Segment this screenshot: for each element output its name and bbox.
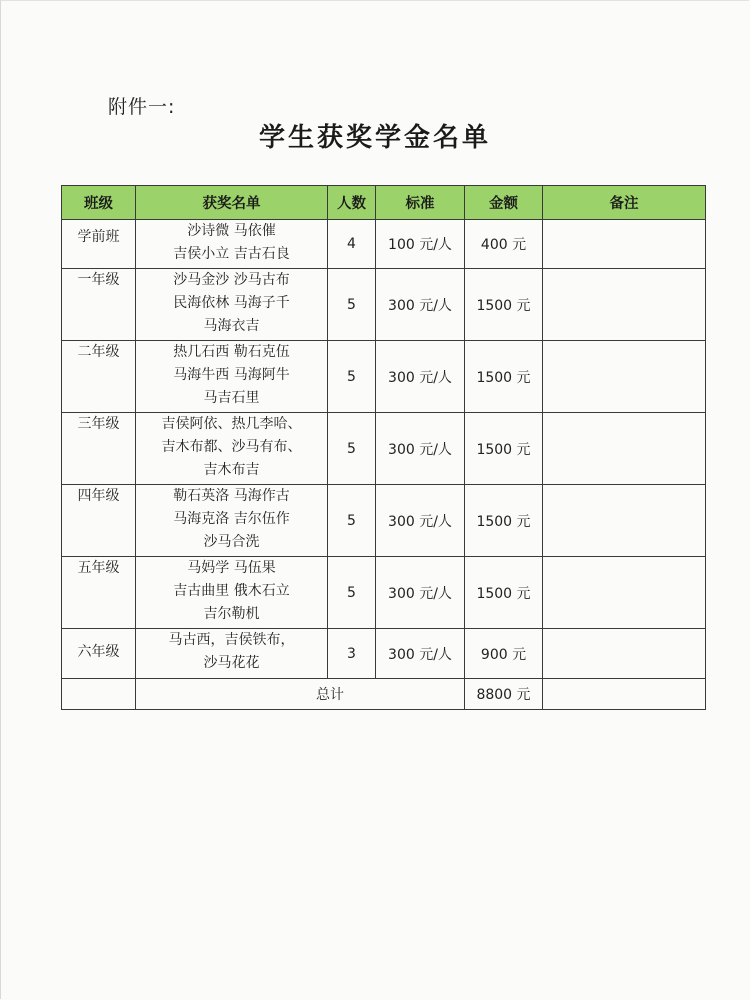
- name-line: 吉尔勒机: [203, 606, 260, 622]
- standard-cell: 100 元/人: [376, 220, 465, 269]
- names-cell: [136, 413, 328, 485]
- total-label: 总计: [136, 679, 465, 710]
- note-cell: [543, 413, 706, 485]
- names-cell: [136, 269, 328, 341]
- name-line: 马海衣吉: [203, 318, 260, 334]
- amount-cell: 1500 元: [465, 341, 543, 413]
- column-header-grade: 班级: [62, 186, 136, 220]
- amount-cell: 1500 元: [465, 485, 543, 557]
- name-line: 勒石英洛 马海作古: [173, 488, 290, 504]
- amount-cell: 400 元: [465, 220, 543, 269]
- column-header-amount: 金额: [465, 186, 543, 220]
- total-empty-cell: [62, 679, 136, 710]
- name-line: 马妈学 马伍果: [187, 560, 276, 576]
- amount-cell: 900 元: [465, 629, 543, 679]
- grade-cell: 二年级: [62, 341, 136, 413]
- name-line: 沙诗微 马依催: [187, 223, 276, 239]
- standard-cell: 300 元/人: [376, 413, 465, 485]
- standard-cell: 300 元/人: [376, 485, 465, 557]
- column-header-count: 人数: [328, 186, 376, 220]
- note-cell: [543, 269, 706, 341]
- table-row: [62, 557, 706, 629]
- names-cell: [136, 341, 328, 413]
- name-line: 民海依林 马海子千: [173, 295, 290, 311]
- name-line: 吉古曲里 俄木石立: [173, 583, 290, 599]
- amount-cell: 1500 元: [465, 269, 543, 341]
- name-line: 沙马金沙 沙马古布: [173, 272, 290, 288]
- total-amount: 8800 元: [465, 679, 543, 710]
- note-cell: [543, 629, 706, 679]
- name-line: 热几石西 勒石克伍: [173, 344, 290, 360]
- page-title: 学生获奖学金名单: [258, 123, 491, 153]
- name-line: 吉木布吉: [203, 462, 260, 478]
- table-row: [62, 269, 706, 341]
- note-cell: [543, 485, 706, 557]
- names-cell: [136, 485, 328, 557]
- name-line: 马吉石里: [203, 390, 260, 406]
- standard-cell: 300 元/人: [376, 341, 465, 413]
- grade-cell: 六年级: [62, 629, 136, 679]
- grade-cell: 三年级: [62, 413, 136, 485]
- note-cell: [543, 220, 706, 269]
- names-cell: [136, 629, 328, 679]
- note-cell: [543, 557, 706, 629]
- count-cell: 5: [328, 557, 376, 629]
- table-row: [62, 413, 706, 485]
- names-cell: [136, 220, 328, 269]
- count-cell: 3: [328, 629, 376, 679]
- total-note-cell: [543, 679, 706, 710]
- amount-cell: 1500 元: [465, 413, 543, 485]
- table-row: [62, 485, 706, 557]
- table-row: [62, 341, 706, 413]
- grade-cell: 四年级: [62, 485, 136, 557]
- name-line: 吉侯小立 吉古石良: [173, 246, 290, 262]
- grade-cell: 一年级: [62, 269, 136, 341]
- table-header-row: [62, 186, 706, 220]
- count-cell: 5: [328, 269, 376, 341]
- table-row: [62, 220, 706, 269]
- name-line: 马海克洛 吉尔伍作: [173, 511, 290, 527]
- name-line: 沙马花花: [203, 655, 260, 671]
- name-line: 吉侯阿依、热几李哈、: [161, 416, 302, 432]
- table-row: [62, 629, 706, 679]
- count-cell: 5: [328, 341, 376, 413]
- note-cell: [543, 341, 706, 413]
- total-row: [62, 679, 706, 710]
- standard-cell: 300 元/人: [376, 629, 465, 679]
- grade-cell: 学前班: [62, 220, 136, 269]
- name-line: 马海牛西 马海阿牛: [173, 367, 290, 383]
- name-line: 沙马合洗: [203, 534, 260, 550]
- amount-cell: 1500 元: [465, 557, 543, 629]
- scholarship-table: [61, 185, 706, 710]
- standard-cell: 300 元/人: [376, 557, 465, 629]
- count-cell: 5: [328, 485, 376, 557]
- attachment-label: 附件一:: [108, 96, 176, 118]
- names-cell: [136, 557, 328, 629]
- name-line: 吉木布都、沙马有布、: [161, 439, 302, 455]
- count-cell: 5: [328, 413, 376, 485]
- column-header-note: 备注: [543, 186, 706, 220]
- column-header-names: 获奖名单: [136, 186, 328, 220]
- name-line: 马古西，吉侯铁布，: [168, 632, 295, 648]
- standard-cell: 300 元/人: [376, 269, 465, 341]
- column-header-standard: 标准: [376, 186, 465, 220]
- count-cell: 4: [328, 220, 376, 269]
- grade-cell: 五年级: [62, 557, 136, 629]
